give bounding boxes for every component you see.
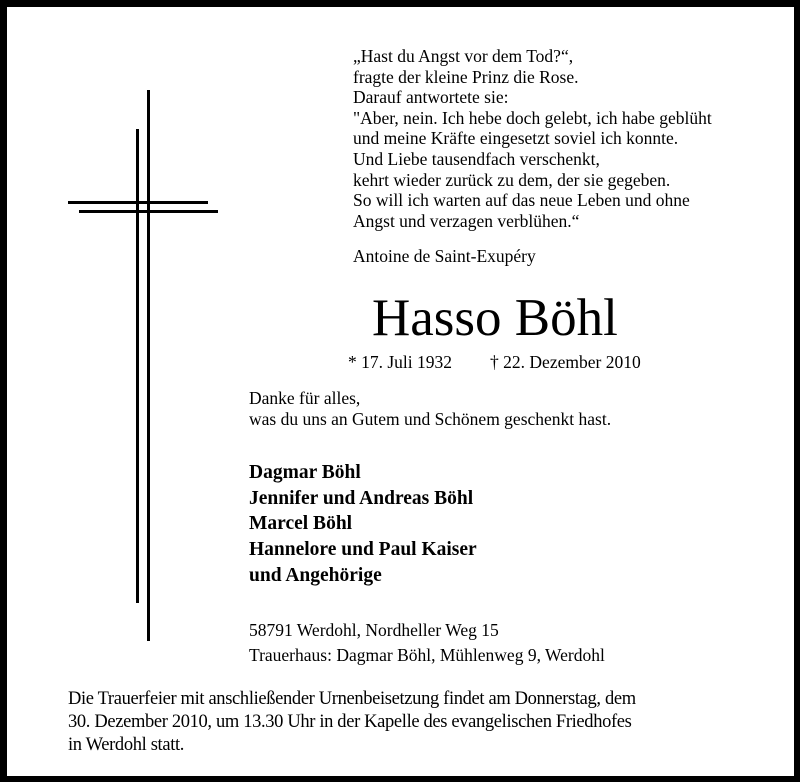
address-block (249, 618, 605, 668)
poem-line: und meine Kräfte eingesetzt soviel ich konnte. (353, 128, 679, 149)
death-date: † 22. Dezember 2010 (490, 352, 641, 372)
birth-date: * 17. Juli 1932 (348, 352, 453, 372)
mourner-name: und Angehörige (249, 564, 382, 586)
ceremony-info (68, 688, 636, 757)
thanks-line: Danke für alles, (249, 388, 361, 408)
mourning-house-line: Trauerhaus: Dagmar Böhl, Mühlenweg 9, Werdohl (249, 645, 605, 665)
poem-line: kehrt wieder zurück zu dem, der sie gegeben. (353, 169, 671, 190)
mourner-name: Hannelore und Paul Kaiser (249, 539, 477, 561)
poem-line: „Hast du Angst vor dem Tod?“, (353, 46, 574, 66)
thanks-message (249, 388, 611, 430)
cross-vertical-right-line (147, 90, 150, 641)
poem-author: Antoine de Saint-Exupéry (353, 246, 536, 266)
poem-line: Und Liebe tausendfach verschenkt, (353, 148, 600, 169)
ceremony-line: 30. Dezember 2010, um 13.30 Uhr in der Kapelle des evangelischen Friedhofes (68, 712, 632, 732)
life-dates (348, 352, 641, 373)
address-line: 58791 Werdohl, Nordheller Weg 15 (249, 620, 499, 640)
poem-line: fragte der kleine Prinz die Rose. (353, 66, 579, 87)
ceremony-line: in Werdohl statt. (68, 735, 185, 755)
poem-quote (353, 46, 712, 231)
mourner-name: Marcel Böhl (249, 513, 353, 535)
thanks-line: was du uns an Gutem und Schönem geschenkt hast. (249, 409, 612, 429)
poem-line: "Aber, nein. Ich hebe doch gelebt, ich habe geblüht (353, 107, 712, 128)
poem-line: So will ich warten auf das neue Leben und ohne (353, 190, 690, 211)
deceased-name: Hasso Böhl (372, 289, 618, 347)
ceremony-line: Die Trauerfeier mit anschließender Urnenbeisetzung findet am Donnerstag, dem (68, 689, 636, 709)
cross-horizontal-upper-line (68, 201, 208, 204)
mourner-name: Dagmar Böhl (249, 462, 361, 483)
mourners-list (249, 460, 477, 589)
mourner-name: Jennifer und Andreas Böhl (249, 487, 474, 509)
poem-line: Darauf antwortete sie: (353, 87, 509, 108)
poem-line: Angst und verzagen verblühen.“ (353, 210, 580, 231)
cross-horizontal-lower-line (79, 210, 218, 213)
